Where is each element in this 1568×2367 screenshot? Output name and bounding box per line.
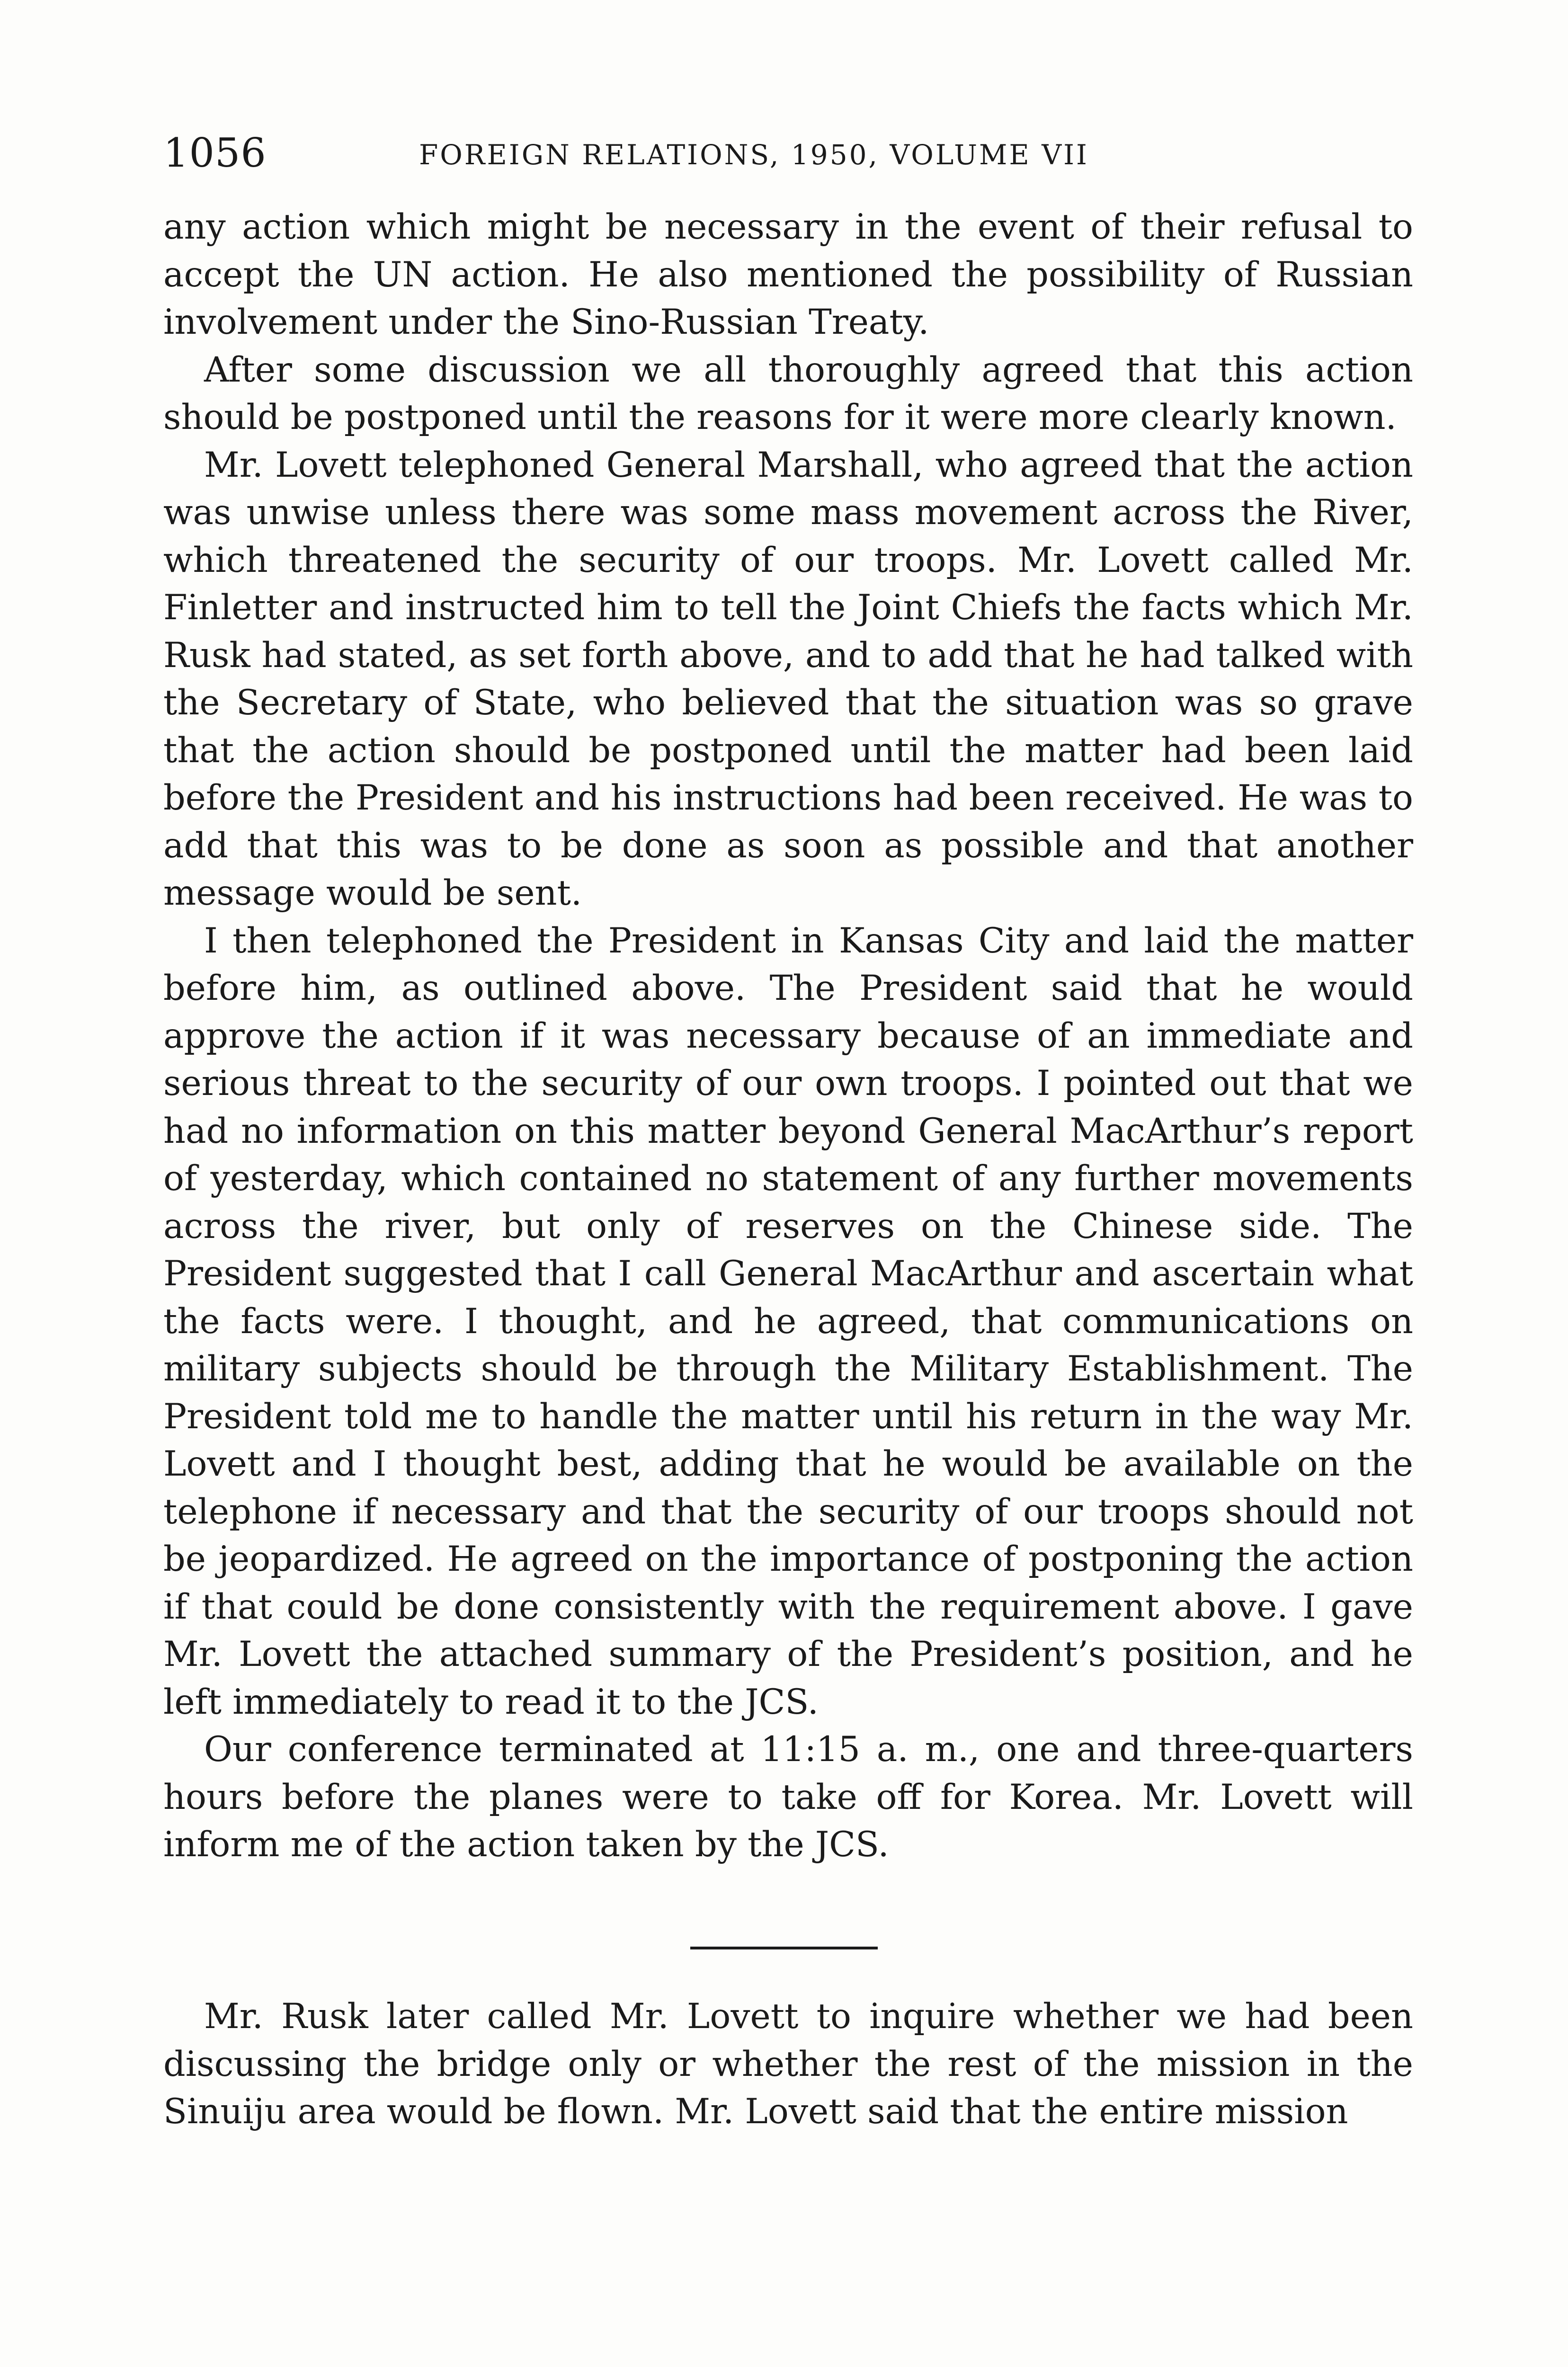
paragraph-continuation: any action which might be necessary in the event of their refusal to accept the UN action. He also mentioned the possibility of Russian involvement under the Sino-Russian Treaty.	[163, 207, 1413, 342]
page-number: 1056	[163, 130, 267, 176]
body-text-after-rule	[163, 1993, 1413, 2136]
page-header	[163, 127, 1413, 179]
section-divider-rule	[690, 1947, 878, 1949]
paragraph: Our conference terminated at 11:15 a. m., one and three-quarters hours before the planes were to take off for Korea. Mr. Lovett will inform me of the action taken by the JCS.	[163, 1729, 1413, 1865]
body-text	[163, 204, 1413, 1869]
paragraph: I then telephoned the President in Kansas City and laid the matter before him, as outlined above. The President said that he would approve the action if it was necessary because of an immediate and serious threat to the security of our own troops. I pointed out that we had no information on this matter beyond General MacArthur’s report of yesterday, which contained no statement of any further movements across the river, but only of reserves on the Chinese side. The President suggested that I call General MacArthur and ascertain what the facts were. I thought, and he agreed, that communications on military subjects should be through the Military Establishment. The President told me to handle the matter until his return in the way Mr. Lovett and I thought best, adding that he would be available on the telephone if necessary and that the security of our troops should not be jeopardized. He agreed on the importance of postponing the action if that could be done consistently with the requirement above. I gave Mr. Lovett the attached summary of the President’s position, and he left immediately to read it to the JCS.	[163, 920, 1413, 1722]
paragraph: Mr. Rusk later called Mr. Lovett to inquire whether we had been discussing the bridge only or whether the rest of the mission in the Sinuiju area would be flown. Mr. Lovett said that the entire mission	[163, 1996, 1413, 2132]
paragraph: Mr. Lovett telephoned General Marshall, who agreed that the action was unwise unless there was some mass movement across the River, which threatened the security of our troops. Mr. Lovett called Mr. Finletter and instructed him to tell the Joint Chiefs the facts which Mr. Rusk had stated, as set forth above, and to add that he had talked with the Secretary of State, who believed that the situation was so grave that the action should be postponed until the matter had been laid before the President and his instructions had been received. He was to add that this was to be done as soon as possible and that another message would be sent.	[163, 445, 1413, 913]
running-head: FOREIGN RELATIONS, 1950, VOLUME VII	[419, 139, 1089, 171]
paragraph: After some discussion we all thoroughly agreed that this action should be postponed until the reasons for it were more clearly known.	[163, 349, 1413, 437]
